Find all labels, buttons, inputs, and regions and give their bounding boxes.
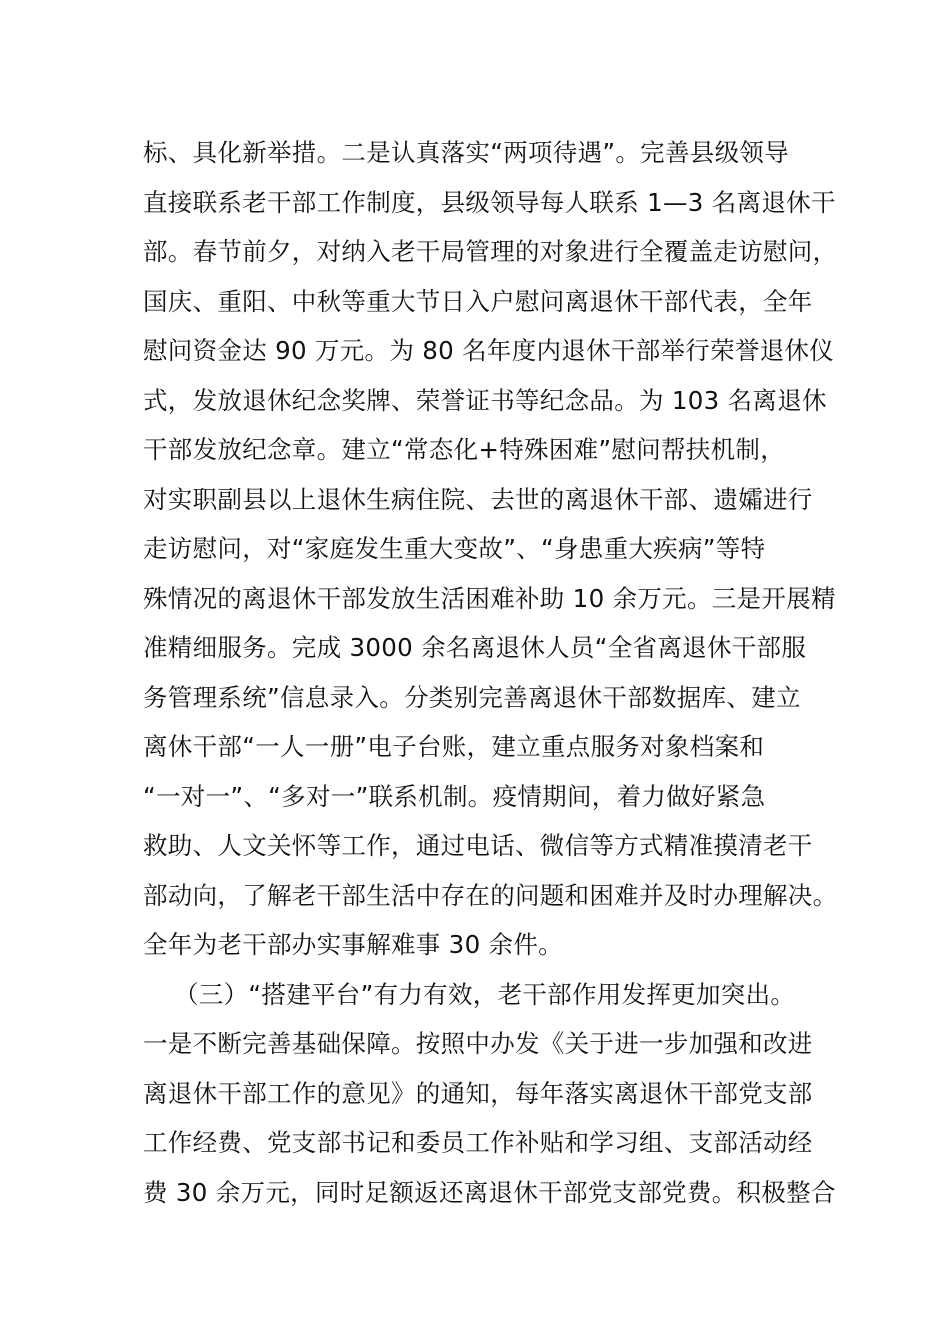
text-line: 务管理系统”信息录入。分类别完善离退休干部数据库、建立 bbox=[143, 682, 801, 712]
text-line: 部动向，了解老干部生活中存在的问题和困难并及时办理解决。 bbox=[143, 880, 838, 910]
text-line: 离休干部“一人一册”电子台账，建立重点服务对象档案和 bbox=[143, 732, 765, 761]
text-line: 工作经费、党支部书记和委员工作补贴和学习组、支部活动经 bbox=[143, 1128, 813, 1157]
text-line: 对实职副县以上退休生病住院、去世的离退休干部、遗孀进行 bbox=[143, 484, 813, 514]
text-line: “一对一”、“多对一”联系机制。疫情期间，着力做好紧急 bbox=[143, 781, 766, 811]
text-line: 国庆、重阳、中秋等重大节日入户慰问离退休干部代表，全年 bbox=[143, 286, 813, 316]
text-line: 直接联系老干部工作制度，县级领导每人联系 1—3 名离退休干 bbox=[143, 187, 836, 217]
text-line: 慰问资金达 90 万元。为 80 名年度内退休干部举行荣誉退休仪 bbox=[143, 336, 835, 365]
text-line: 离退休干部工作的意见》的通知，每年落实离退休干部党支部 bbox=[143, 1078, 813, 1108]
text-line: 殊情况的离退休干部发放生活困难补助 10 余万元。三是开展精 bbox=[143, 583, 836, 613]
section-heading-line: （三）“搭建平台”有力有效，老干部作用发挥更加突出。 bbox=[174, 979, 796, 1009]
text-line: 全年为老干部办实事解难事 30 余件。 bbox=[143, 930, 563, 959]
text-line: 准精细服务。完成 3000 余名离退休人员“全省离退休干部服 bbox=[143, 633, 807, 662]
text-line: 部。春节前夕，对纳入老干局管理的对象进行全覆盖走访慰问， bbox=[143, 237, 838, 266]
text-line: 式，发放退休纪念奖牌、荣誉证书等纪念品。为 103 名离退休 bbox=[143, 385, 827, 415]
text-line: 救助、人文关怀等工作，通过电话、微信等方式精准摸清老干 bbox=[143, 831, 813, 860]
text-line: 干部发放纪念章。建立“常态化+特殊困难”慰问帮扶机制， bbox=[143, 435, 786, 464]
text-line: 走访慰问，对“家庭发生重大变故”、“身患重大疾病”等特 bbox=[143, 534, 766, 563]
text-line: 一是不断完善基础保障。按照中办发《关于进一步加强和改进 bbox=[143, 1029, 813, 1058]
text-line: 标、具化新举措。二是认真落实“两项待遇”。完善县级领导 bbox=[143, 138, 789, 167]
text-line: 费 30 余万元，同时足额返还离退休干部党支部党费。积极整合 bbox=[143, 1177, 836, 1207]
document-body bbox=[143, 128, 838, 1217]
